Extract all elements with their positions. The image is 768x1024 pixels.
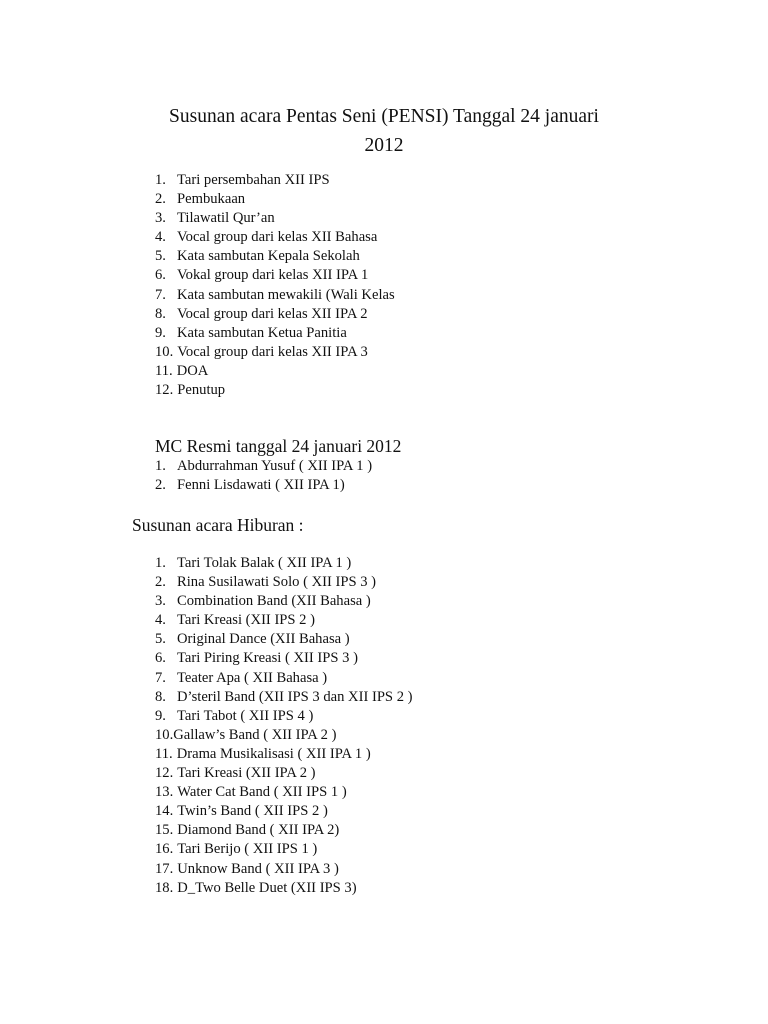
list-item-number: 12. [155,382,174,399]
list-item-number: 3. [155,210,166,227]
title-line-1: Susunan acara Pentas Seni (PENSI) Tanggal 24 januari [169,106,599,127]
list-item [155,171,395,190]
list-item-number: 9. [155,324,166,341]
list-item [155,362,395,381]
list-item [155,726,413,745]
list-item-number: 6. [155,267,166,284]
list-item [155,266,395,285]
list-item [155,457,372,476]
list-item [155,688,413,707]
list-item-text: Vocal group dari kelas XII IPA 3 [177,343,368,360]
list-item [155,209,395,228]
list-item [155,821,413,840]
list-item-number: 4. [155,612,166,629]
list-item [155,190,395,209]
list-item-text: Diamond Band ( XII IPA 2) [177,822,340,839]
list-item-text: Pembukaan [177,191,246,208]
list-item-number: 6. [155,650,166,667]
list-item-text: Tari Piring Kreasi ( XII IPS 3 ) [177,650,358,667]
mc-heading: MC Resmi tanggal 24 januari 2012 [155,436,402,456]
list-item [155,860,413,879]
list-item [155,669,413,688]
list-item-text: Tari Kreasi (XII IPA 2 ) [177,765,316,782]
mc-list [155,457,372,495]
list-item [155,476,372,495]
list-item-number: 5. [155,631,166,648]
list-item-number: 18. [155,879,174,896]
list-item-text: Tari Tolak Balak ( XII IPA 1 ) [177,555,352,571]
list-item [155,381,395,400]
list-item [155,802,413,821]
list-item-text: Abdurrahman Yusuf ( XII IPA 1 ) [177,458,373,474]
list-item-text: Vocal group dari kelas XII Bahasa [177,229,378,246]
list-item-text: Kata sambutan Ketua Panitia [177,324,347,341]
list-item-text: Water Cat Band ( XII IPS 1 ) [177,784,347,801]
list-item-text: Teater Apa ( XII Bahasa ) [177,669,328,686]
list-item [155,707,413,726]
list-item-number: 2. [155,191,166,208]
list-item-number: 7. [155,669,166,686]
list-item-number: 11. [155,745,173,762]
list-item [155,305,395,324]
list-item-number: 8. [155,305,166,322]
list-item-text: Tari Berijo ( XII IPS 1 ) [177,841,318,858]
list-item-number: 13. [155,784,174,801]
hiburan-list [155,554,413,898]
list-item [155,286,395,305]
list-item-number: 1. [155,172,166,188]
list-item-number: 9. [155,707,166,724]
list-item-text: D_Two Belle Duet (XII IPS 3) [177,879,357,896]
list-item-text: Combination Band (XII Bahasa ) [177,593,371,610]
list-item-text: Gallaw’s Band ( XII IPA 2 ) [173,726,337,743]
list-item-number: 12. [155,765,174,782]
list-item [155,228,395,247]
list-item [155,343,395,362]
list-item [155,649,413,668]
list-item-number: 10. [155,343,174,360]
list-item-text: Original Dance (XII Bahasa ) [177,631,350,648]
list-item [155,840,413,859]
list-item-number: 2. [155,477,166,494]
hiburan-heading: Susunan acara Hiburan : [132,515,304,535]
list-item-text: Penutup [177,382,226,399]
list-item [155,764,413,783]
list-item-text: Tari Kreasi (XII IPS 2 ) [177,612,315,629]
program-list [155,171,395,400]
list-item [155,783,413,802]
list-item-number: 10. [155,726,174,743]
list-item-number: 1. [155,458,166,474]
list-item-number: 3. [155,593,166,610]
list-item-number: 8. [155,688,166,705]
list-item-number: 4. [155,229,166,246]
list-item-text: DOA [176,362,209,379]
list-item-number: 17. [155,860,174,877]
list-item-number: 15. [155,822,174,839]
list-item-text: D’steril Band (XII IPS 3 dan XII IPS 2 ) [177,688,413,705]
list-item-number: 1. [155,555,166,571]
list-item-text: Rina Susilawati Solo ( XII IPS 3 ) [177,574,377,591]
list-item [155,611,413,630]
list-item-number: 2. [155,574,166,591]
list-item [155,247,395,266]
list-item-text: Kata sambutan mewakili (Wali Kelas [177,286,395,303]
title-line-2: 2012 [364,135,404,156]
list-item-text: Tari Tabot ( XII IPS 4 ) [177,707,314,724]
list-item [155,879,413,898]
list-item [155,573,413,592]
list-item [155,592,413,611]
list-item [155,630,413,649]
list-item-number: 16. [155,841,174,858]
list-item-text: Kata sambutan Kepala Sekolah [177,248,360,265]
list-item-number: 14. [155,803,174,820]
list-item-text: Tilawatil Qur’an [177,210,275,227]
list-item-number: 11. [155,362,173,379]
document-title [0,102,768,160]
list-item-text: Drama Musikalisasi ( XII IPA 1 ) [176,745,371,762]
list-item [155,324,395,343]
list-item-text: Unknow Band ( XII IPA 3 ) [177,860,339,877]
list-item [155,554,413,573]
list-item-number: 5. [155,248,166,265]
list-item-text: Vokal group dari kelas XII IPA 1 [177,267,369,284]
list-item-text: Twin’s Band ( XII IPS 2 ) [177,803,328,820]
list-item [155,745,413,764]
list-item-text: Vocal group dari kelas XII IPA 2 [177,305,368,322]
list-item-number: 7. [155,286,166,303]
list-item-text: Fenni Lisdawati ( XII IPA 1) [177,477,345,494]
list-item-text: Tari persembahan XII IPS [177,172,330,188]
